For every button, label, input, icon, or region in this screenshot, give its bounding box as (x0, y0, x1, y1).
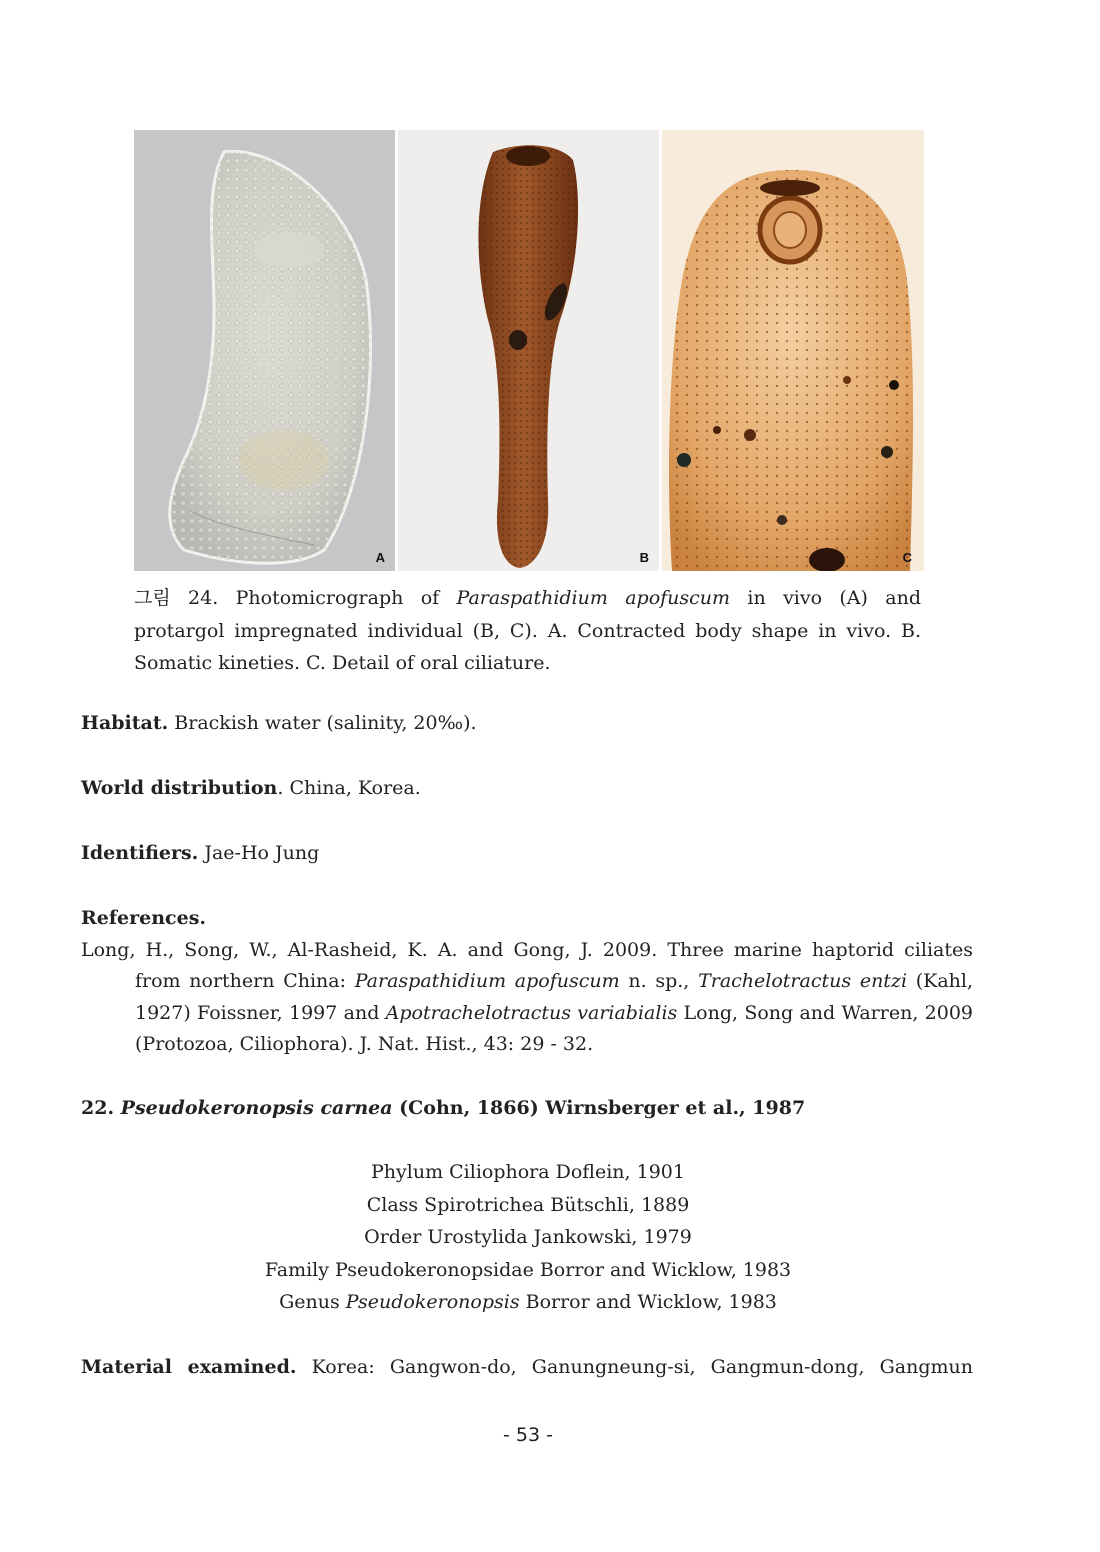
ciliate-somatic-kineties-image (398, 130, 659, 571)
caption-species-name: Paraspathidium apofuscum (456, 587, 731, 609)
reference-line-2: from northern China: Paraspathidium apofuscum n. sp., Trachelotractus entzi (Kahl, (135, 970, 974, 993)
taxonomy-class: Class Spirotrichea Bütschli, 1889 (366, 1193, 690, 1216)
distribution-paragraph: World distribution. China, Korea. (81, 777, 421, 799)
ciliate-in-vivo-image (134, 130, 395, 571)
reference-line-1: Long, H., Song, W., Al-Rasheid, K. A. and Gong, J. 2009. Three marine haptorid ciliates (81, 939, 973, 961)
caption-line-1: 그림 24. Photomicrograph of Paraspathidium apofuscum in vivo (A) and (134, 587, 922, 609)
material-label: Material examined. (81, 1356, 297, 1378)
caption-line-2: protargol impregnated individual (B, C). A. Contracted body shape in vivo. B. (134, 619, 921, 642)
panel-label-a: A (375, 550, 385, 565)
reference-line-3: 1927) Foissner, 1997 and Apotrachelotractus variabialis Long, Song and Warren, 2009 (135, 1001, 974, 1024)
figure-panel-b (398, 130, 659, 571)
figure-panel-a (134, 130, 395, 571)
taxonomy-family: Family Pseudokeronopsidae Borror and Wicklow, 1983 (264, 1258, 792, 1281)
reference-line-4: (Protozoa, Ciliophora). J. Nat. Hist., 43: 29 - 32. (135, 1032, 594, 1055)
figure-caption (134, 582, 921, 680)
species-heading: 22. Pseudokeronopsis carnea (Cohn, 1866) Wirnsberger et al., 1987 (81, 1097, 806, 1119)
taxonomy-phylum: Phylum Ciliophora Doflein, 1901 (371, 1161, 685, 1183)
panel-label-c: C (902, 550, 912, 565)
references-heading: References. (81, 907, 207, 929)
page-number: - 53 - (503, 1424, 553, 1446)
material-paragraph: Material examined. Korea: Gangwon-do, Ganungneung-si, Gangmun-dong, Gangmun (81, 1356, 973, 1378)
figure-24 (134, 130, 924, 571)
ciliate-oral-ciliature-image (662, 130, 924, 571)
taxonomy-genus: Genus Pseudokeronopsis Borror and Wicklow, 1983 (279, 1291, 777, 1313)
taxonomy-order: Order Urostylida Jankowski, 1979 (364, 1226, 692, 1248)
distribution-label: World distribution (81, 777, 278, 799)
identifiers-label: Identifiers. (81, 842, 199, 864)
identifiers-paragraph: Identifiers. Jae-Ho Jung (81, 842, 320, 864)
reference-entry (81, 935, 973, 1060)
taxonomy-block (0, 1156, 1056, 1319)
habitat-paragraph: Habitat. Brackish water (salinity, 20‰). (81, 712, 477, 734)
species-heading-name: Pseudokeronopsis carnea (120, 1097, 393, 1119)
panel-label-b: B (639, 550, 649, 565)
caption-line-3: Somatic kineties. C. Detail of oral ciliature. (134, 652, 551, 674)
habitat-label: Habitat. (81, 712, 169, 734)
figure-panel-c (662, 130, 924, 571)
